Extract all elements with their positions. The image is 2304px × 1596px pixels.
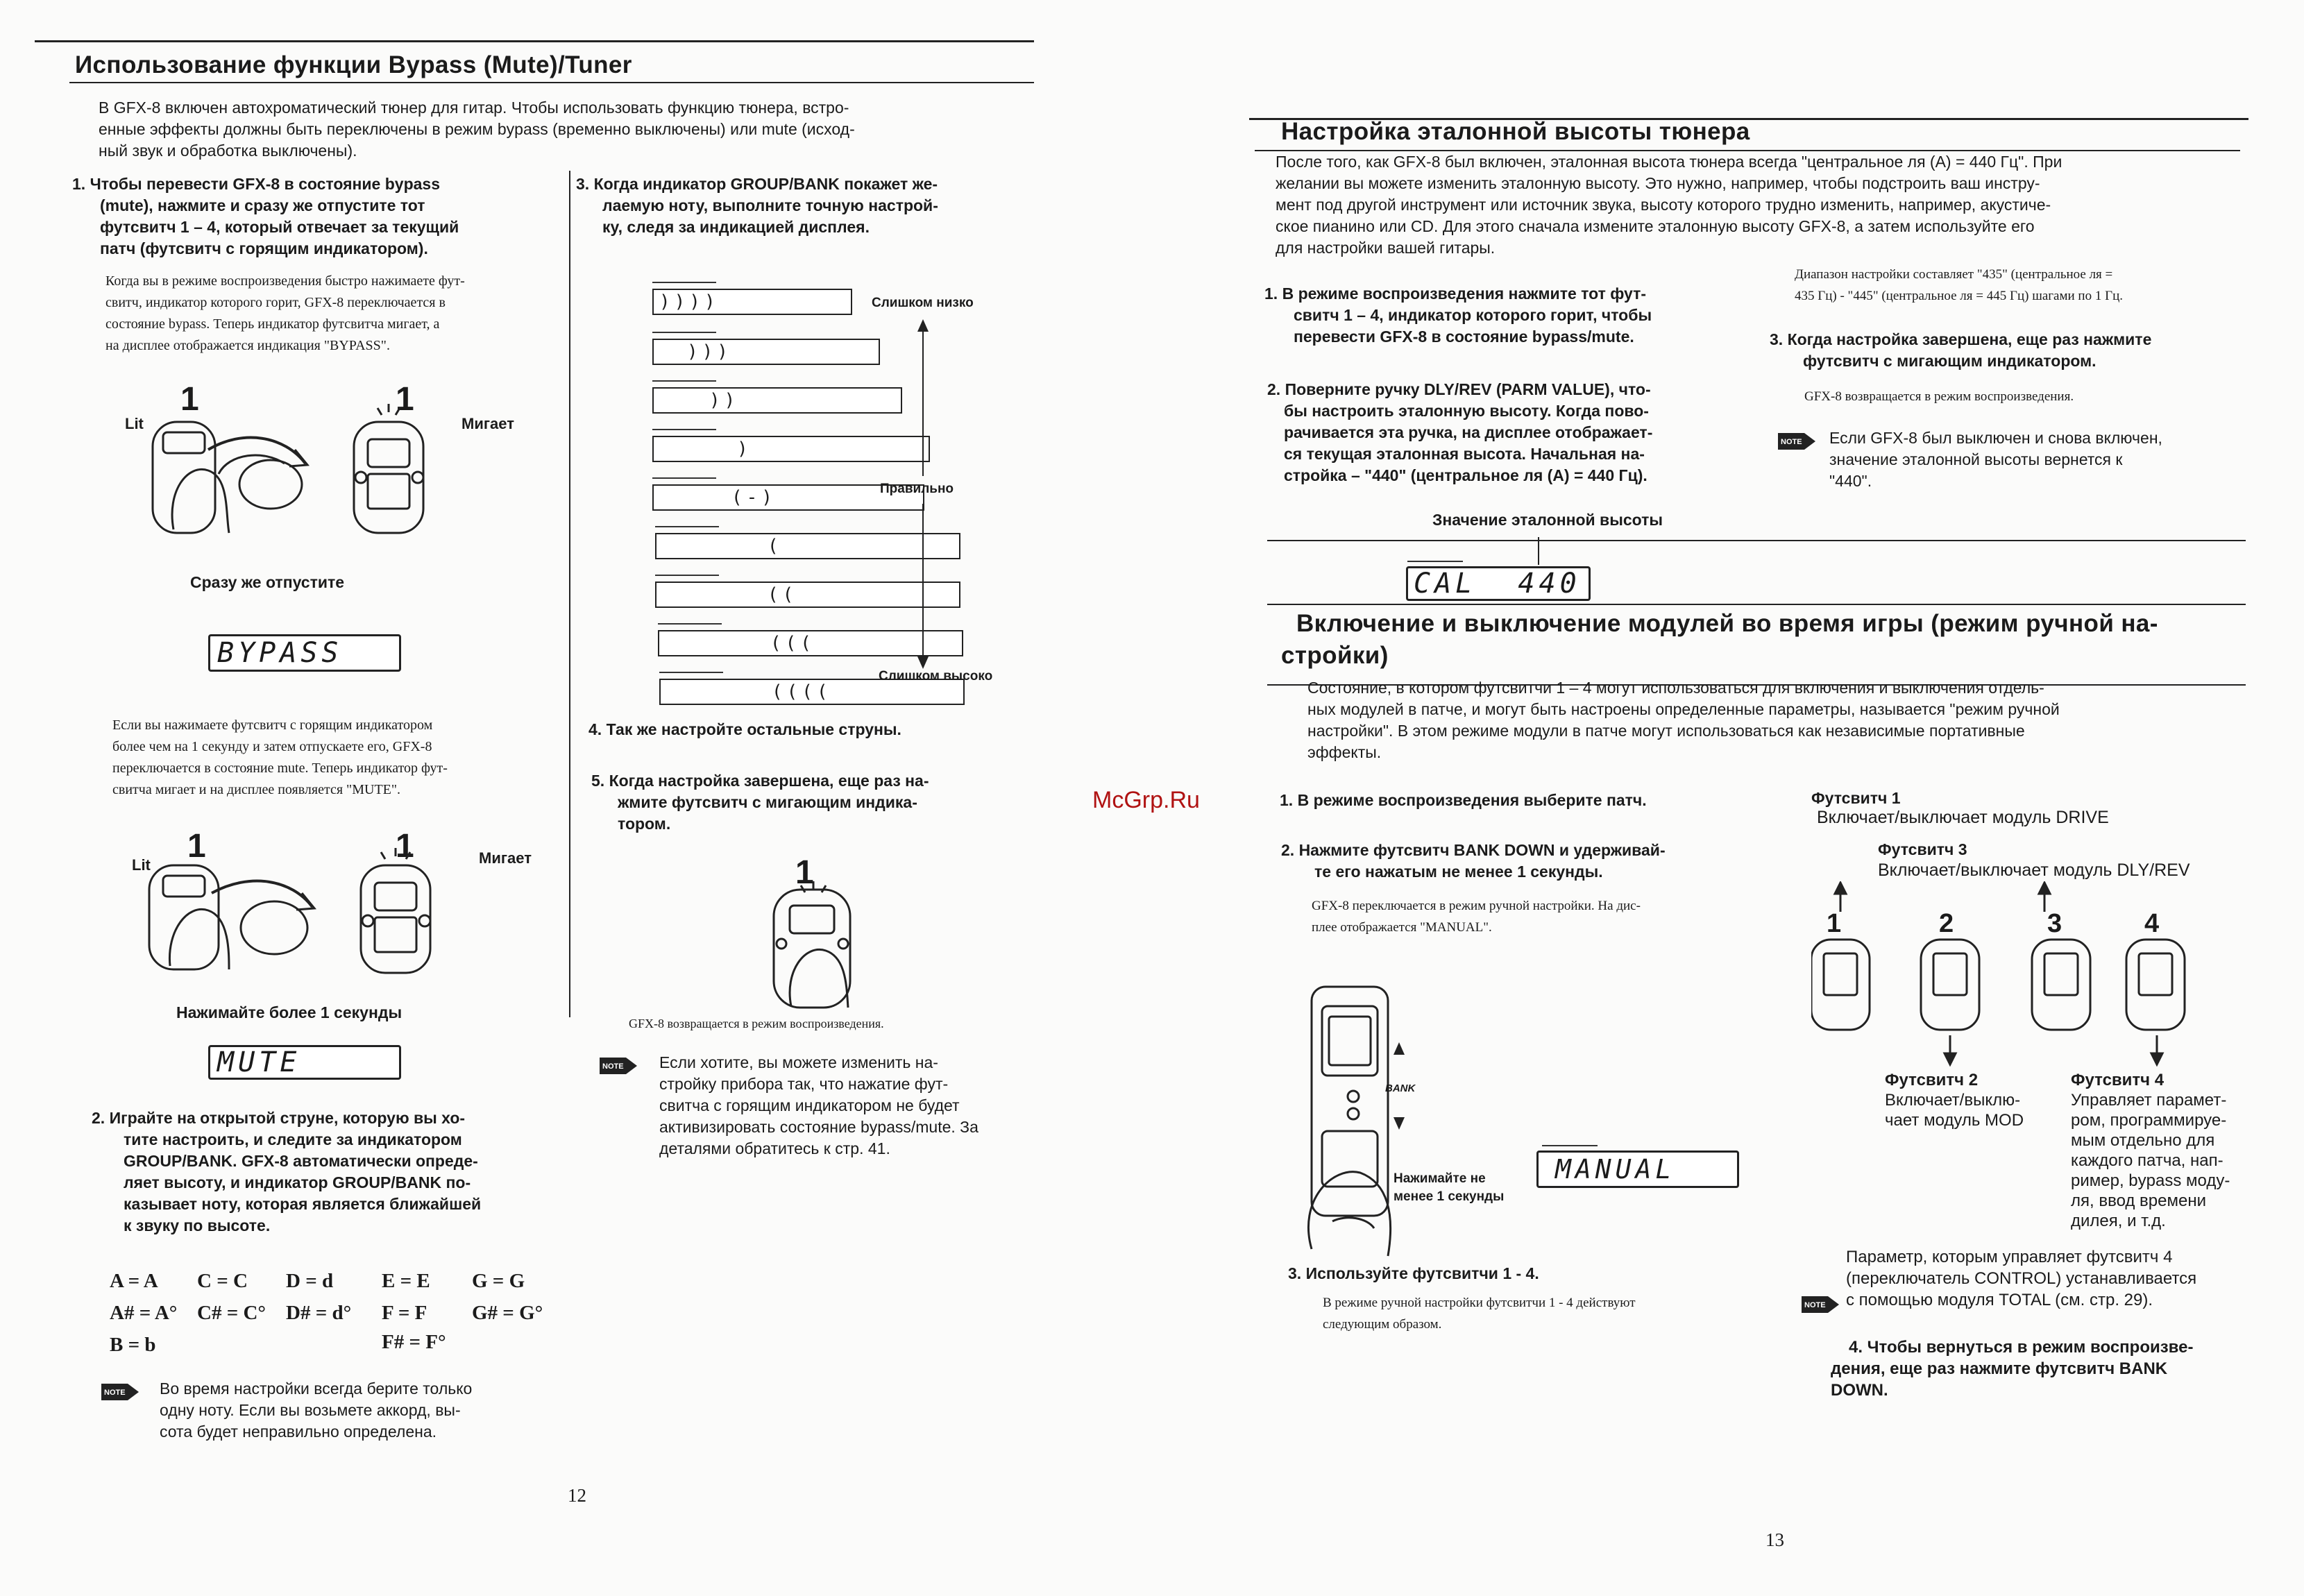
lit-label-2: Lit (132, 856, 151, 874)
tuner-display-stack (652, 282, 1027, 712)
manual-step4: 4. Чтобы вернуться в режим воспроизве- дения, еще раз нажмите футсвитч BANK DOWN. (1831, 1338, 2194, 1400)
note-icon-2 (600, 1052, 641, 1080)
page-number-13: 13 (1765, 1529, 1784, 1550)
note-block-1: NOTE Во время настройки всегда берите только одну ноту. Если вы возьмете аккорд, вы- сота будет неправильно определена. (101, 1378, 552, 1454)
too-high-label: Слишком высоко (879, 669, 993, 684)
note-icon (101, 1378, 143, 1406)
ref-step3-detail: GFX-8 возвращается в режим воспроизведения. (1804, 389, 2074, 404)
left-intro: В GFX-8 включен автохроматический тюнер для гитар. Чтобы использовать функцию тюнера, встро- енные эффекты должны быть переключены в режим bypass (временно выключены) или mute (исход- ный звук и обработка выключены). (99, 99, 855, 160)
tuner-display: ))) (652, 332, 848, 364)
tuner-display: (( (655, 575, 851, 606)
too-low-label: Слишком низко (872, 296, 974, 310)
svg-text:NOTE: NOTE (602, 1062, 624, 1071)
left-column-divider (569, 171, 570, 1017)
cal-pointer (1538, 537, 1539, 565)
tuner-display: (((( (659, 672, 855, 704)
correct-label: Правильно (880, 482, 954, 496)
footswitch-illustration (763, 854, 874, 1013)
cal-display-tab (1407, 561, 1463, 562)
manual-caption: Нажимайте не менее 1 секунды (1394, 1171, 1505, 1204)
footswitch-row (1811, 881, 2242, 1089)
right-title-1: Настройка эталонной высоты тюнера (1281, 118, 1750, 145)
fs3-title: Футсвитч 3 (1878, 840, 1967, 858)
svg-text:NOTE: NOTE (1804, 1301, 1826, 1309)
mute-display: MUTE (208, 1045, 401, 1080)
cal-rule (1267, 540, 2246, 541)
mute-detail: Если вы нажимаете футсвитч с горящим индикатором более чем на 1 секунду и затем отпускаете его, GFX-8 переключается в состояние mute. Теперь индикатор фут- свитча мигает и на дисплее появляется "MUTE". (112, 718, 448, 797)
bank-pedal-illustration (1291, 985, 1499, 1263)
figure-return (763, 854, 874, 1013)
fs-number-4: 4 (2144, 909, 2160, 938)
fig2-caption: Нажимайте более 1 секунды (176, 1003, 403, 1021)
manual-step3-detail: В режиме ручной настройки футсвитчи 1 - 4 действуют следующим образом. (1323, 1296, 1636, 1332)
right-title-2: Включение и выключение модулей во время игры (режим ручной на- стройки) (1281, 610, 2158, 669)
footswitch-number-3: 1 (187, 828, 206, 865)
tuner-display: )) (652, 380, 848, 412)
footswitch-press-illustration (125, 380, 541, 547)
right-intro-1: После того, как GFX-8 был включен, эталонная высота тюнера всегда "центральное ля (A) = 440 Гц". При желании вы можете изменить эталонную высоту. Это нужно, например, чтобы подстроить ваш инстру- мент под другой инструмент или источник звука, высоту которого трудно изменить, например, акустиче- ское пианино или CD. Для этого сначала измените эталонную высоту GFX-8, а затем используйте его для настройки вашей гитары. (1276, 153, 2062, 257)
manual-display-tab (1542, 1145, 1598, 1146)
figure-bank-down (1291, 985, 1499, 1263)
figure-mute (132, 827, 548, 994)
bank-label: BANK (1385, 1083, 1416, 1094)
ref-step2: 2. Поверните ручку DLY/REV (PARM VALUE), что- бы настроить эталонную высоту. Когда пово- рачивается эта ручка, на дисплее отображает- ся текущая эталонная высота. Начальная на- стройка – "440" (центральное ля (A) = 440 Гц). (1267, 380, 1653, 484)
left-title: Использование функции Bypass (Mute)/Tuner (75, 51, 632, 78)
fs1-title: Футсвитч 1 (1811, 789, 1901, 807)
fs2-block: Футсвитч 2 Включает/выклю- чает модуль MOD (1885, 1071, 2024, 1130)
left-title-rule (69, 82, 1034, 83)
ref-step1: 1. В режиме воспроизведения нажмите тот фут- свитч 1 – 4, индикатор которого горит, чтобы перевести GFX-8 в состояние bypass/mute. (1264, 285, 1652, 346)
footswitch-hold-illustration (132, 827, 548, 994)
manual-step2: 2. Нажмите футсвитч BANK DOWN и удерживай- те его нажатым не менее 1 секунды. (1281, 841, 1666, 881)
blinks-label-2: Мигает (479, 849, 532, 867)
bypass-display: BYPASS (208, 634, 401, 672)
step3-text: 3. Когда индикатор GROUP/BANK покажет же- лаемую ноту, выполните точную настрой- ку, следя за индикацией дисплея. (576, 175, 938, 236)
site-watermark: McGrp.Ru (1092, 787, 1200, 813)
fs-number-2: 2 (1939, 909, 1954, 938)
fs4-block: Футсвитч 4 Управляет парамет- ром, программируе- мым отдельно для каждого патча, нап- ример, bypass моду- ля, ввод времени дилея, и т.д. (2071, 1071, 2230, 1230)
footswitch-number-2: 1 (396, 381, 414, 418)
manual-step3: 3. Используйте футсвитчи 1 - 4. (1288, 1264, 1539, 1282)
manual-step1: 1. В режиме воспроизведения выберите патч. (1280, 791, 1647, 809)
step2-text: 2. Играйте на открытой струне, которую вы хо- тите настроить, и следите за индикатором GROUP/BANK. GFX-8 автоматически опреде- ляет высоту, и индикатор GROUP/BANK по- казывает ноту, которая является ближайшей к звуку по высоте. (92, 1109, 482, 1234)
ref-step3: 3. Когда настройка завершена, еще раз нажмите футсвитч с мигающим индикатором. (1770, 330, 2152, 370)
note-icon-4 (1802, 1291, 1843, 1318)
tuner-display: ( (655, 526, 851, 558)
tuner-display: )))) (652, 282, 848, 314)
figure-bypass (125, 380, 541, 547)
note-block-3: NOTE Если GFX-8 был выключен и снова включен, значение эталонной высоты вернется к "440". (1778, 427, 2236, 504)
fs-number-3: 3 (2047, 909, 2062, 938)
footswitch-number: 1 (180, 381, 199, 418)
fig3-caption: GFX-8 возвращается в режим воспроизведения. (629, 1017, 884, 1030)
step1-detail: Когда вы в режиме воспроизведения быстро нажимаете фут- свитч, индикатор которого горит, GFX-8 переключается в состояние bypass. Теперь индикатор футсвитча мигает, а на дисплее отображается индикация "BYPASS". (105, 273, 465, 353)
page-number-12: 12 (568, 1485, 586, 1506)
blinks-label: Мигает (461, 415, 514, 432)
step4-text: 4. Так же настройте остальные струны. (588, 720, 901, 738)
pitch-arrows (909, 316, 937, 705)
cal-caption: Значение эталонной высоты (1432, 511, 1663, 529)
fs3-desc: Включает/выключает модуль DLY/REV (1878, 860, 2190, 880)
footswitch-number-5: 1 (795, 854, 814, 891)
footswitch-number-4: 1 (396, 828, 414, 865)
left-top-rule (35, 40, 1034, 42)
svg-text:NOTE: NOTE (1781, 438, 1802, 446)
manual-display: MANUAL (1536, 1151, 1739, 1188)
lit-label: Lit (125, 415, 144, 432)
right-title2-top-rule (1267, 604, 2246, 605)
manual-step2-detail: GFX-8 переключается в режим ручной настройки. На дис- плее отображается "MANUAL". (1312, 899, 1641, 935)
note-block-4: NOTE Параметр, которым управляет футсвитч 4 (переключатель CONTROL) устанавливается с помощью модуля TOTAL (см. стр. 29). (1802, 1246, 2273, 1323)
svg-text:NOTE: NOTE (104, 1389, 126, 1397)
right-intro-2: Состояние, в котором футсвитчи 1 – 4 могут использоваться для включения и выключения отдель- ных модулей в патче, и могут быть настроены определенные параметры, называется "режим ручной настройки". В этом режиме модули в патче могут использоваться как независимые портативные эффекты. (1307, 679, 2060, 761)
step1-text: 1. Чтобы перевести GFX-8 в состояние bypass (mute), нажмите и сразу же отпустите тот футсвитч 1 – 4, который отвечает за текущий патч (футсвитч с горящим индикатором). (72, 175, 459, 257)
fs-number-1: 1 (1827, 909, 1842, 938)
note-block-2: NOTE Если хотите, вы можете изменить на- стройку прибора так, что нажатие фут- свитча с горящим индикатором не будет активизировать состояние bypass/mute. За деталями обратитесь к стр. 41. (600, 1052, 1058, 1177)
tuner-display: (-) (652, 477, 848, 509)
fs1-desc: Включает/выключает модуль DRIVE (1817, 808, 2109, 827)
cal-display: CAL 440 (1406, 566, 1591, 601)
fig1-caption: Сразу же отпустите (190, 573, 345, 591)
note-icon-3 (1778, 427, 1820, 455)
footswitch-row-illustration (1811, 881, 2242, 1089)
tuner-display: ) (652, 429, 848, 461)
step5-text: 5. Когда настройка завершена, еще раз на- жмите футсвитч с мигающим индика- тором. (591, 772, 929, 833)
tuner-display: ((( (658, 623, 854, 655)
range-note: Диапазон настройки составляет "435" (центральное ля = 435 Гц) - "445" (центральное ля = 445 Гц) шагами по 1 Гц. (1795, 267, 2123, 303)
